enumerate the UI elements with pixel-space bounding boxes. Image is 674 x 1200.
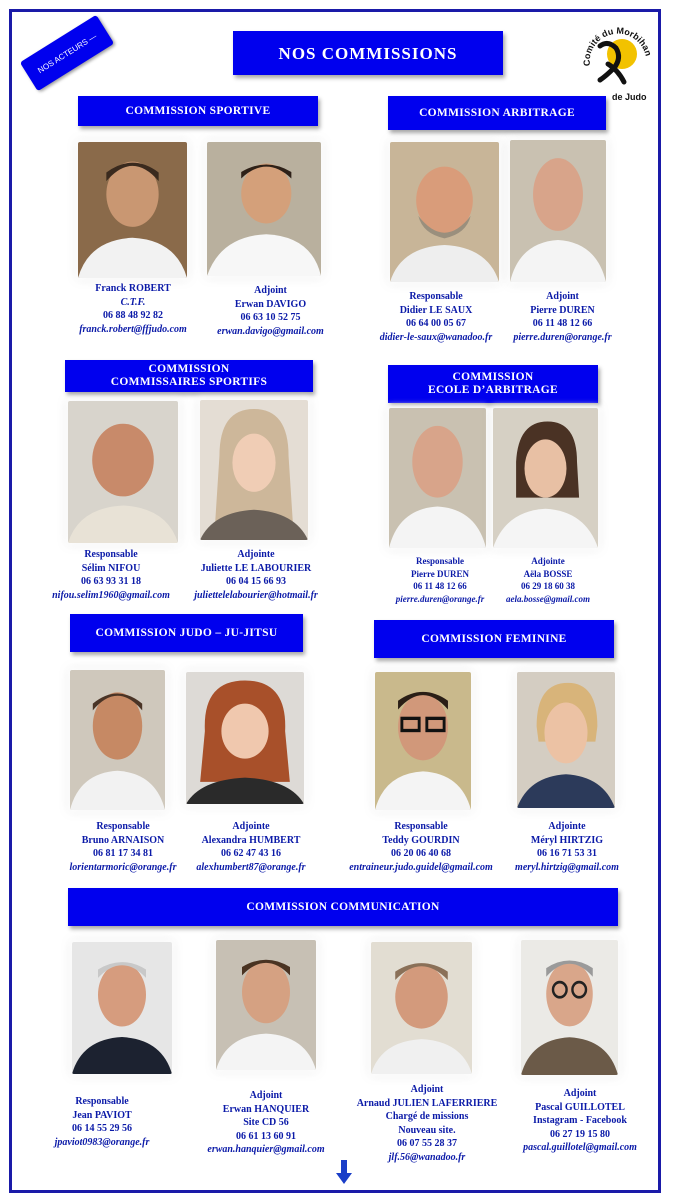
photo-arnaud-julien-laferriere <box>371 942 472 1074</box>
person-email[interactable]: didier-le-saux@wanadoo.fr <box>379 331 493 343</box>
page-title <box>233 31 503 75</box>
person-email[interactable]: jpaviot0983@orange.fr <box>54 1136 150 1148</box>
person-name: Teddy GOURDIN <box>382 834 460 846</box>
card-pierre-duren-2 <box>385 555 495 605</box>
person-role: Responsable <box>96 821 150 832</box>
banner-commission-sportive <box>78 96 318 126</box>
person-name: Pierre DUREN <box>530 304 595 316</box>
person-email[interactable]: alexhumbert87@orange.fr <box>196 861 306 873</box>
person-phone: 06 61 13 60 91 <box>236 1130 296 1142</box>
person-name: Erwan DAVIGO <box>234 298 307 310</box>
card-pierre-duren <box>500 290 625 344</box>
person-phone: 06 62 47 43 16 <box>221 848 281 859</box>
banner-commission-commissaires <box>65 360 313 392</box>
person-name: Didier LE SAUX <box>399 304 473 316</box>
person-email[interactable]: erwan.hanquier@gmail.com <box>207 1144 325 1155</box>
person-email[interactable]: meryl.hirtzig@gmail.com <box>515 861 619 873</box>
card-juliette-le-labourier <box>182 548 330 602</box>
person-email[interactable]: pascal.guillotel@gmail.com <box>523 1142 637 1153</box>
person-phone: 06 04 15 66 93 <box>226 576 286 587</box>
photo-erwan-hanquier <box>216 940 316 1070</box>
person-phone: 06 07 55 28 37 <box>397 1138 457 1149</box>
person-role: Adjointe <box>548 821 586 832</box>
person-role: Adjoint <box>254 285 287 296</box>
person-role: Adjointe <box>237 549 275 560</box>
banner-text: COMMISSION SPORTIVE <box>125 104 271 117</box>
person-name: Pascal GUILLOTEL <box>535 1101 625 1113</box>
logo-top-text: Comité du Morbihan <box>581 25 654 67</box>
person-email[interactable]: franck.robert@ffjudo.com <box>79 323 187 335</box>
person-phone: 06 11 48 12 66 <box>532 318 593 329</box>
card-jean-paviot <box>40 1095 164 1149</box>
page-title-text: NOS COMMISSIONS <box>278 43 458 63</box>
photo-pierre-duren-2 <box>389 408 486 548</box>
person-role: Adjointe <box>232 821 270 832</box>
person-extra: Site CD 56 <box>243 1117 289 1128</box>
person-email[interactable]: lorientarmoric@orange.fr <box>69 861 177 873</box>
person-phone: 06 16 71 53 31 <box>537 848 597 859</box>
photo-erwan-davigo <box>207 142 321 276</box>
person-extra: Nouveau site. <box>398 1124 456 1136</box>
banner-text: COMMISSION ECOLE D’ARBITRAGE <box>427 371 559 396</box>
person-phone: 06 11 48 12 66 <box>413 581 467 591</box>
card-meryl-hirtzig <box>504 820 630 874</box>
person-phone: 06 29 18 60 38 <box>521 581 575 591</box>
person-email[interactable]: jlf.56@wanadoo.fr <box>388 1151 466 1163</box>
photo-aela-bosse <box>493 408 598 548</box>
photo-bruno-arnaison <box>70 670 165 810</box>
photo-teddy-gourdin <box>375 672 471 810</box>
banner-commission-feminine <box>374 620 614 658</box>
banner-text: COMMISSION COMMUNICATION <box>246 900 440 913</box>
person-extra: Instagram - Facebook <box>533 1115 627 1126</box>
person-name: Aëla BOSSE <box>523 568 573 579</box>
person-phone: 06 14 55 29 56 <box>72 1123 132 1134</box>
photo-franck-robert <box>78 142 187 278</box>
person-extra: Chargé de missions <box>385 1111 469 1122</box>
card-pascal-guillotel <box>510 1087 650 1155</box>
card-selim-nifou <box>40 548 182 602</box>
banner-commission-judo <box>70 614 303 652</box>
card-bruno-arnaison <box>52 820 194 874</box>
person-name: Franck ROBERT <box>95 283 171 294</box>
person-name: Bruno ARNAISON <box>81 834 165 846</box>
person-role: Adjoint <box>546 291 579 302</box>
card-teddy-gourdin <box>336 820 506 874</box>
arrow-down-icon[interactable] <box>336 1160 352 1184</box>
person-name: Sélim NIFOU <box>81 562 141 574</box>
banner-commission-ecole <box>388 365 598 403</box>
person-role: Responsable <box>84 549 138 560</box>
badge-label: NOS ACTEURS — <box>35 31 99 75</box>
banner-text: COMMISSION ARBITRAGE <box>419 106 575 119</box>
photo-juliette-le-labourier <box>200 400 308 540</box>
person-name: Juliette LE LABOURIER <box>200 562 312 574</box>
card-didier-le-saux <box>362 290 510 344</box>
photo-selim-nifou <box>68 401 178 543</box>
photo-pierre-duren <box>510 140 606 282</box>
banner-commission-communication <box>68 888 618 926</box>
person-email[interactable]: erwan.davigo@gmail.com <box>217 325 324 337</box>
banner-text: COMMISSION FEMININE <box>421 632 567 645</box>
comite-morbihan-judo-logo <box>578 24 658 104</box>
card-erwan-davigo <box>188 284 353 338</box>
person-phone: 06 27 19 15 80 <box>550 1128 610 1140</box>
person-name: Jean PAVIOT <box>72 1109 132 1121</box>
person-email[interactable]: pierre.duren@orange.fr <box>395 593 485 604</box>
person-name: Pierre DUREN <box>410 568 470 579</box>
banner-text: COMMISSION COMMISSAIRES SPORTIFS <box>110 363 268 388</box>
person-role: Adjoint <box>249 1090 283 1101</box>
person-email[interactable]: juliettelelabourier@hotmail.fr <box>194 589 318 601</box>
person-email[interactable]: aela.bosse@gmail.com <box>506 593 590 604</box>
person-name: Arnaud JULIEN LAFERRIERE <box>356 1097 498 1109</box>
banner-commission-arbitrage <box>388 96 606 130</box>
person-role: Responsable <box>394 821 448 832</box>
person-role: Adjoint <box>563 1088 597 1099</box>
person-phone: 06 88 48 92 82 <box>103 310 163 321</box>
card-arnaud-julien-laferriere <box>344 1083 510 1164</box>
person-role: Responsable <box>409 291 463 302</box>
person-role: Responsable <box>75 1096 129 1107</box>
card-alexandra-humbert <box>186 820 316 874</box>
person-phone: 06 63 10 52 75 <box>240 312 301 323</box>
person-name: Erwan HANQUIER <box>222 1103 310 1115</box>
person-email[interactable]: pierre.duren@orange.fr <box>513 331 612 343</box>
photo-didier-le-saux <box>390 142 499 282</box>
person-phone: 06 64 00 05 67 <box>406 318 466 329</box>
banner-text: COMMISSION JUDO – JU-JITSU <box>95 626 278 639</box>
person-phone: 06 81 17 34 81 <box>93 848 153 859</box>
person-role: Responsable <box>415 556 464 566</box>
card-erwan-hanquier <box>196 1089 336 1157</box>
photo-meryl-hirtzig <box>517 672 615 808</box>
person-email[interactable]: nifou.selim1960@gmail.com <box>52 589 170 601</box>
person-title: C.T.F. <box>120 296 146 308</box>
photo-pascal-guillotel <box>521 940 618 1075</box>
logo-bottom-text: de Judo <box>612 92 647 102</box>
person-role: Adjoint <box>410 1084 444 1095</box>
person-phone: 06 20 06 40 68 <box>391 848 451 859</box>
person-name: Alexandra HUMBERT <box>201 834 301 846</box>
photo-alexandra-humbert <box>186 672 304 804</box>
person-role: Adjointe <box>531 556 565 566</box>
photo-jean-paviot <box>72 942 172 1074</box>
person-email[interactable]: entraineur.judo.guidel@gmail.com <box>349 861 493 873</box>
card-aela-bosse <box>492 555 604 605</box>
person-phone: 06 63 93 31 18 <box>81 576 141 587</box>
person-name: Méryl HIRTZIG <box>530 834 604 846</box>
